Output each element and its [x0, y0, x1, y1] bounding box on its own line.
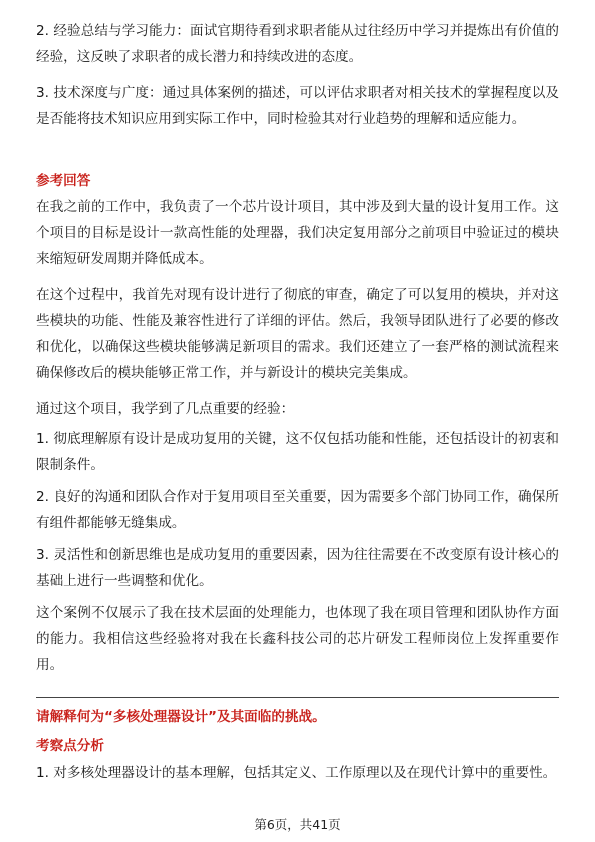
analysis-heading: 考察点分析 — [36, 738, 104, 754]
reference-answer-heading: 参考回答 — [36, 173, 91, 189]
answer-paragraph: 通过这个项目，我学到了几点重要的经验： — [36, 401, 295, 417]
answer-list-item: 2. 良好的沟通和团队合作对于复用项目至关重要，因为需要多个部门协同工作，确保所有组件都能够无缝集成。 — [36, 489, 559, 531]
answer-list-item: 3. 灵活性和创新思维也是成功复用的重要因素，因为往往需要在不改变原有设计核心的基础上进行一些调整和优化。 — [36, 547, 559, 589]
technical-depth-item: 3. 技术深度与广度：通过具体案例的描述，可以评估求职者对相关技术的掌握程度以及是否能将技术知识应用到实际工作中，同时检验其对行业趋势的理解和适应能力。 — [36, 85, 559, 127]
page-number: 第6页，共41页 — [254, 817, 341, 832]
answer-paragraph: 在这个过程中，我首先对现有设计进行了彻底的审查，确定了可以复用的模块，并对这些模块的功能、性能及兼容性进行了详细的评估。然后，我领导团队进行了必要的修改和优化，以确保这些模块能够满足新项目的需求。我们还建立了一套严格的测试流程来确保修改后的模块能够正常工作，并与新设计的模块完美集成。 — [36, 287, 559, 381]
analysis-item: 1. 对多核处理器设计的基本理解，包括其定义、工作原理以及在现代计算中的重要性。 — [36, 765, 557, 781]
answer-paragraph: 在我之前的工作中，我负责了一个芯片设计项目，其中涉及到大量的设计复用工作。这个项目的目标是设计一款高性能的处理器，我们决定复用部分之前项目中验证过的模块来缩短研发周期并降低成本。 — [36, 199, 559, 267]
question-title: 请解释何为“多核处理器设计”及其面临的挑战。 — [36, 709, 326, 725]
answer-paragraph: 这个案例不仅展示了我在技术层面的处理能力，也体现了我在项目管理和团队协作方面的能力。我相信这些经验将对我在长鑫科技公司的芯片研发工程师岗位上发挥重要作用。 — [36, 605, 559, 673]
section-divider — [36, 697, 559, 698]
experience-item: 2. 经验总结与学习能力：面试官期待看到求职者能从过往经历中学习并提炼出有价值的经验，这反映了求职者的成长潜力和持续改进的态度。 — [36, 23, 559, 65]
answer-list-item: 1. 彻底理解原有设计是成功复用的关键，这不仅包括功能和性能，还包括设计的初衷和限制条件。 — [36, 431, 559, 473]
